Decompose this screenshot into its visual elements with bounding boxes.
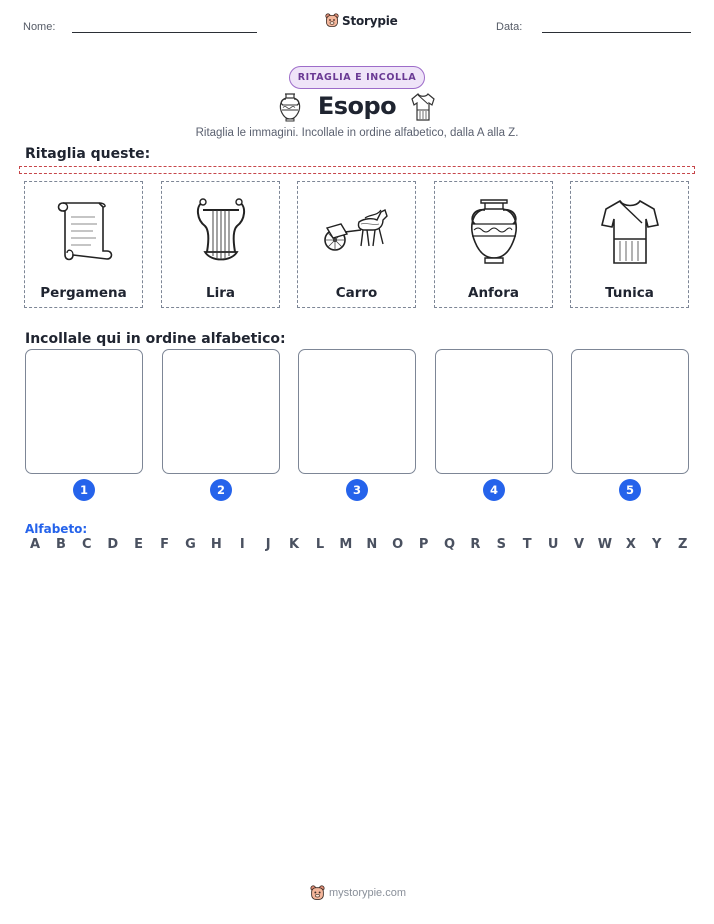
brand-logo: [325, 13, 398, 28]
alphabet-letter: V: [574, 537, 585, 552]
page-title: Esopo: [317, 92, 397, 120]
alphabet-letter: X: [625, 537, 636, 552]
alphabet-letter: W: [597, 537, 613, 552]
chariot-icon: [321, 202, 393, 262]
alphabet-letter: B: [55, 537, 66, 552]
paste-box-5[interactable]: [571, 349, 689, 474]
cut-card-tunica[interactable]: [570, 181, 689, 308]
bear-icon: [325, 13, 339, 28]
alphabet-letter: S: [496, 537, 506, 552]
cut-card-pergamena[interactable]: [24, 181, 143, 308]
number-badge-4: 4: [483, 479, 505, 501]
alphabet-letter: P: [418, 537, 429, 552]
alphabet-letter: Y: [652, 537, 662, 552]
tunic-icon: [408, 91, 438, 123]
cut-card-label: Tunica: [605, 285, 654, 301]
scroll-icon: [51, 197, 117, 267]
paste-box-2[interactable]: [162, 349, 280, 474]
alphabet-letter: Q: [443, 537, 456, 552]
name-label: Nome:: [23, 21, 56, 33]
paste-box-4[interactable]: [435, 349, 553, 474]
footer: [310, 885, 406, 901]
alphabet-letter: R: [470, 537, 481, 552]
alphabet-letter: M: [339, 537, 353, 552]
instructions: Ritaglia le immagini. Incollale in ordine alfabetico, dalla A alla Z.: [195, 127, 519, 139]
alphabet-letter: Z: [677, 537, 688, 552]
cut-card-carro[interactable]: [297, 181, 416, 308]
lyre-icon: [191, 196, 251, 268]
alphabet-letter: D: [107, 537, 119, 552]
date-label: Data:: [496, 21, 523, 33]
cut-card-label: Anfora: [468, 285, 519, 301]
alphabet-letter: I: [239, 537, 245, 552]
cut-card-anfora[interactable]: [434, 181, 553, 308]
bear-icon: [310, 885, 325, 901]
alphabet-letter: U: [547, 537, 559, 552]
cut-card-label: Carro: [335, 285, 378, 301]
alphabet-row: [27, 537, 691, 552]
alphabet-letter: C: [82, 537, 92, 552]
footer-url[interactable]: mystorypie.com: [329, 887, 407, 899]
number-badge-2: 2: [210, 479, 232, 501]
tunic-icon: [598, 197, 662, 267]
alphabet-letter: H: [210, 537, 222, 552]
cut-card-label: Lira: [206, 285, 235, 301]
cut-line: [19, 166, 695, 174]
paste-box-1[interactable]: [25, 349, 143, 474]
name-line[interactable]: [72, 32, 257, 33]
alphabet-letter: L: [315, 537, 325, 552]
number-badge-5: 5: [619, 479, 641, 501]
cut-section-label: Ritaglia queste:: [25, 146, 151, 162]
amphora-icon: [463, 196, 525, 268]
alphabet-letter: E: [134, 537, 144, 552]
number-badge-1: 1: [73, 479, 95, 501]
alphabet-letter: F: [160, 537, 169, 552]
alphabet-letter: O: [392, 537, 404, 552]
alphabet-letter: T: [522, 537, 532, 552]
alphabet-letter: A: [29, 537, 41, 552]
activity-badge: RITAGLIA E INCOLLA: [289, 66, 425, 89]
cut-card-lira[interactable]: [161, 181, 280, 308]
number-badge-3: 3: [346, 479, 368, 501]
alphabet-letter: J: [265, 537, 271, 552]
date-line[interactable]: [542, 32, 691, 33]
alphabet-label: Alfabeto:: [25, 522, 88, 536]
brand-name: Storypie: [342, 13, 398, 28]
alphabet-letter: N: [366, 537, 378, 552]
paste-section-label: Incollale qui in ordine alfabetico:: [25, 331, 286, 347]
cut-card-label: Pergamena: [40, 285, 127, 301]
alphabet-letter: K: [289, 537, 300, 552]
paste-box-3[interactable]: [298, 349, 416, 474]
alphabet-letter: G: [185, 537, 196, 552]
